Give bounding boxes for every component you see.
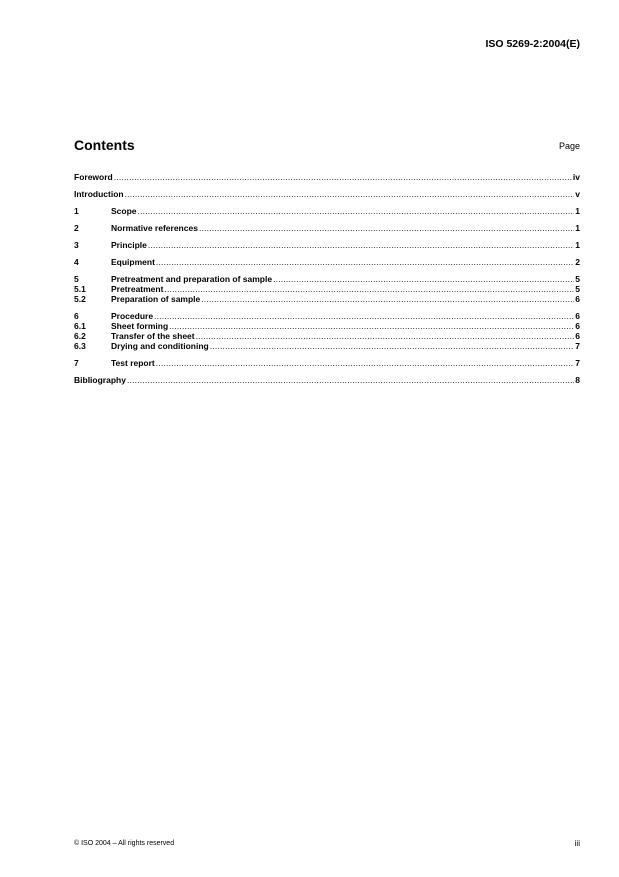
toc-entry[interactable] xyxy=(74,189,580,199)
toc-entry[interactable] xyxy=(74,240,580,250)
toc-entry-number: 2 xyxy=(74,223,79,233)
dot-leader xyxy=(156,358,574,368)
dot-leader xyxy=(114,172,572,182)
dot-leader xyxy=(210,341,575,351)
dot-leader xyxy=(201,294,574,304)
toc-entry-number: 6 xyxy=(74,311,79,321)
toc-entry-page: 6 xyxy=(575,331,580,341)
toc-entry-page: 6 xyxy=(575,321,580,331)
toc-entry-title: Scope xyxy=(111,206,137,216)
toc-entry[interactable] xyxy=(74,341,580,351)
toc-entry[interactable] xyxy=(74,358,580,368)
toc-entry-page: 6 xyxy=(575,311,580,321)
toc-entry[interactable] xyxy=(74,172,580,182)
toc-entry-title: Preparation of sample xyxy=(111,294,201,304)
toc-entry-title: Foreword xyxy=(74,172,113,182)
toc-entry-page: 7 xyxy=(575,358,580,368)
table-of-contents xyxy=(74,172,580,385)
toc-entry-title: Transfer of the sheet xyxy=(111,331,195,341)
toc-entry[interactable] xyxy=(74,274,580,284)
toc-entry-page: 5 xyxy=(575,274,580,284)
toc-entry[interactable] xyxy=(74,294,580,304)
toc-entry-number: 3 xyxy=(74,240,79,250)
dot-leader xyxy=(169,321,574,331)
toc-entry-page: v xyxy=(575,189,580,199)
toc-entry-page: 8 xyxy=(575,375,580,385)
dot-leader xyxy=(138,206,575,216)
contents-title: Contents xyxy=(74,137,135,153)
toc-entry[interactable] xyxy=(74,257,580,267)
toc-entry[interactable] xyxy=(74,223,580,233)
dot-leader xyxy=(125,189,575,199)
dot-leader xyxy=(154,311,574,321)
toc-entry[interactable] xyxy=(74,331,580,341)
dot-leader xyxy=(164,284,574,294)
toc-entry-number: 5.2 xyxy=(74,294,86,304)
toc-entry-title: Introduction xyxy=(74,189,124,199)
dot-leader xyxy=(273,274,574,284)
toc-entry-title: Sheet forming xyxy=(111,321,169,331)
toc-entry-title: Pretreatment xyxy=(111,284,164,294)
toc-entry-number: 1 xyxy=(74,206,79,216)
toc-entry[interactable] xyxy=(74,311,580,321)
toc-entry-title: Test report xyxy=(111,358,155,368)
toc-entry-number: 4 xyxy=(74,257,79,267)
toc-entry-number: 7 xyxy=(74,358,79,368)
toc-entry[interactable] xyxy=(74,375,580,385)
toc-entry-page: 7 xyxy=(575,341,580,351)
toc-entry-page: iv xyxy=(572,172,580,182)
toc-entry[interactable] xyxy=(74,321,580,331)
dot-leader xyxy=(127,375,574,385)
toc-entry-title: Pretreatment and preparation of sample xyxy=(111,274,273,284)
page-column-label: Page xyxy=(558,141,580,151)
copyright-notice: © ISO 2004 – All rights reserved xyxy=(74,840,175,847)
toc-entry-title: Equipment xyxy=(111,257,155,267)
toc-entry[interactable] xyxy=(74,206,580,216)
page-number: iii xyxy=(574,839,580,848)
toc-entry-page: 2 xyxy=(575,257,580,267)
toc-entry-page: 5 xyxy=(575,284,580,294)
toc-entry-page: 1 xyxy=(575,223,580,233)
toc-entry-title: Normative references xyxy=(111,223,198,233)
toc-entry-page: 6 xyxy=(575,294,580,304)
toc-entry-number: 6.3 xyxy=(74,341,86,351)
dot-leader xyxy=(199,223,574,233)
toc-entry-title: Drying and conditioning xyxy=(111,341,209,351)
toc-entry-page: 1 xyxy=(575,240,580,250)
dot-leader xyxy=(148,240,574,250)
toc-entry-number: 6.1 xyxy=(74,321,86,331)
toc-entry-number: 6.2 xyxy=(74,331,86,341)
toc-entry-title: Bibliography xyxy=(74,375,126,385)
toc-entry[interactable] xyxy=(74,284,580,294)
toc-entry-number: 5 xyxy=(74,274,79,284)
dot-leader xyxy=(156,257,574,267)
dot-leader xyxy=(196,331,575,341)
document-id: ISO 5269-2:2004(E) xyxy=(485,38,580,50)
toc-entry-title: Procedure xyxy=(111,311,154,321)
toc-entry-title: Principle xyxy=(111,240,147,250)
toc-entry-page: 1 xyxy=(575,206,580,216)
toc-entry-number: 5.1 xyxy=(74,284,86,294)
